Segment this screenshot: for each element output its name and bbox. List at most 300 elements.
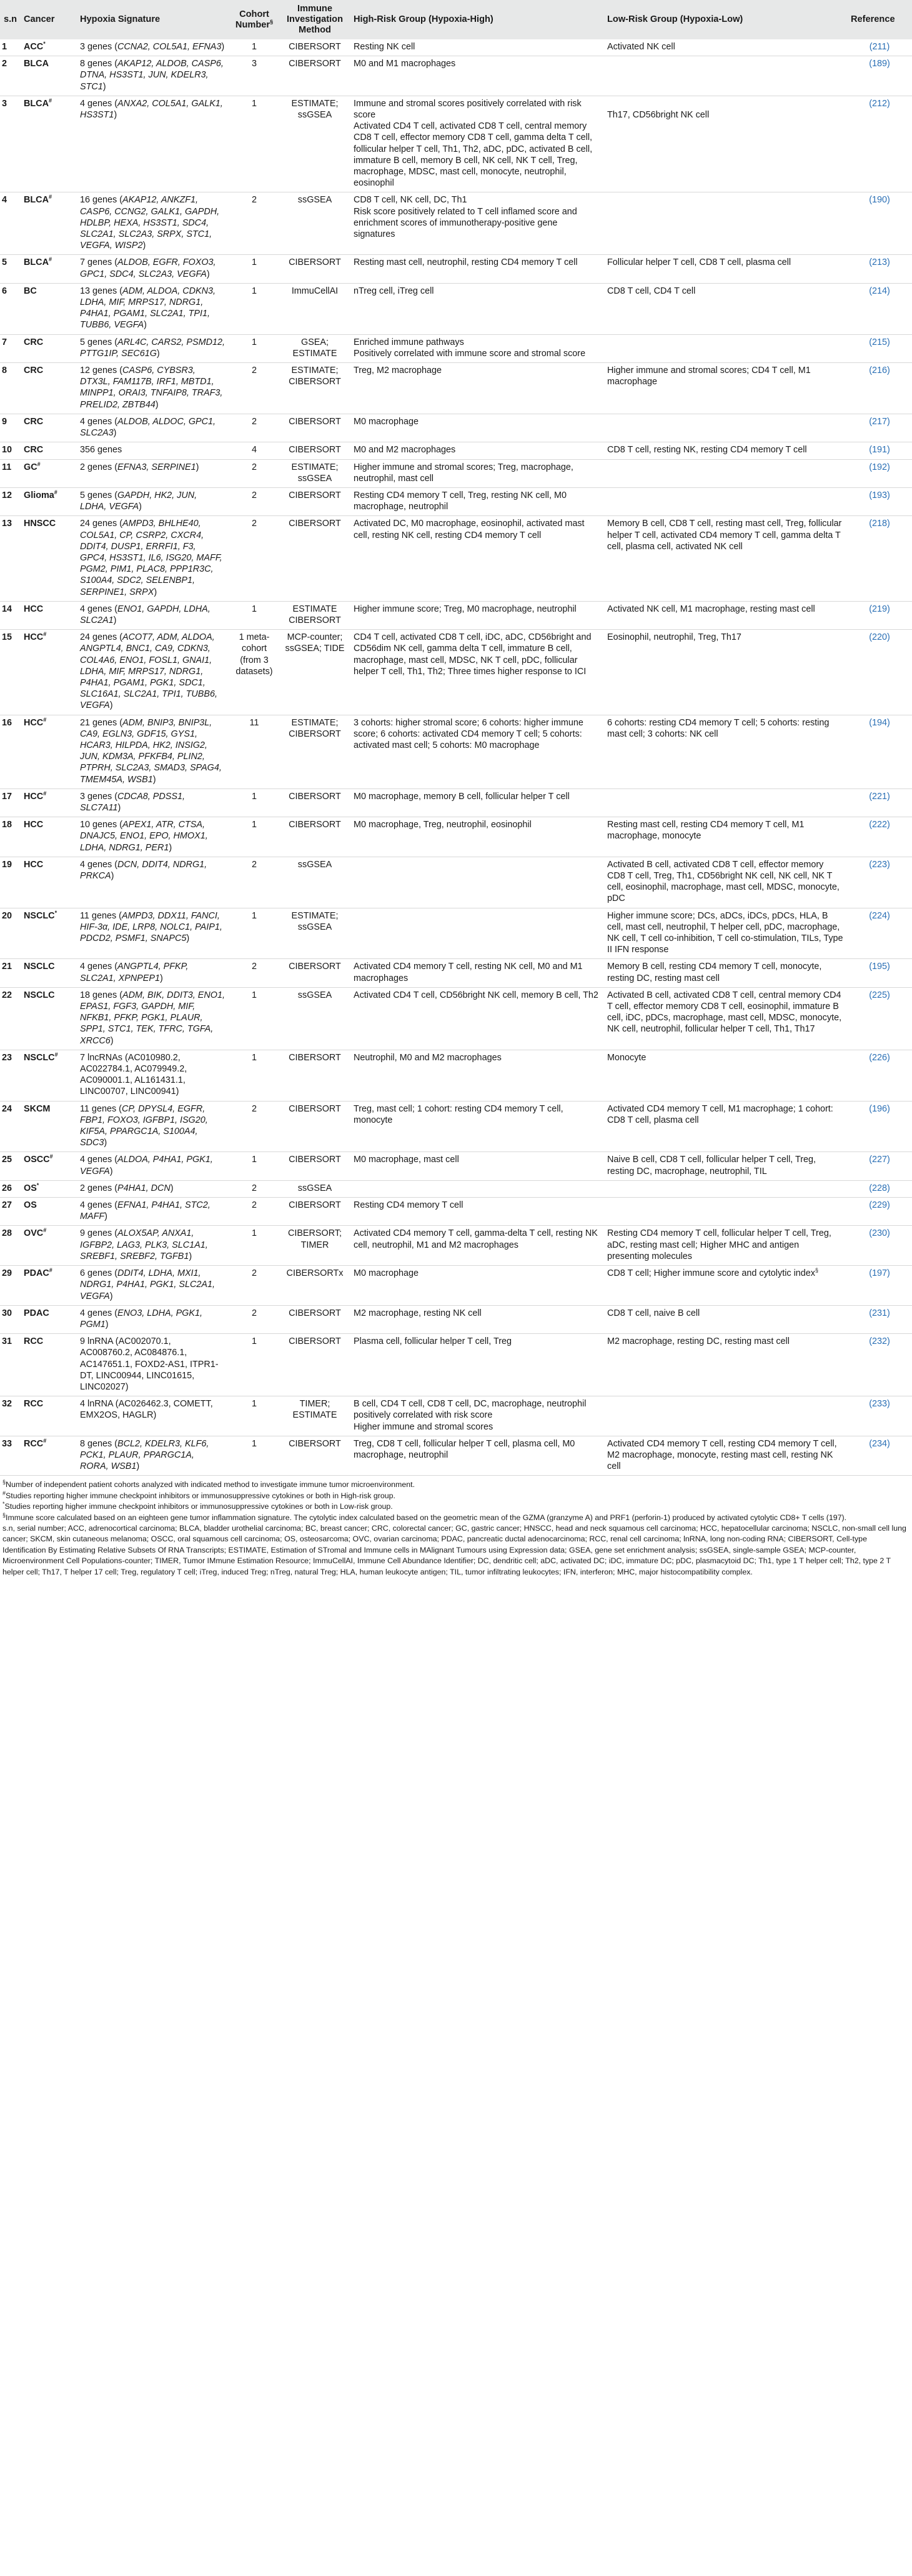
cell-signature: 4 genes (ALDOB, ALDOC, GPC1, SLC2A3) bbox=[76, 414, 229, 442]
header-cohort: Cohort Number§ bbox=[229, 0, 280, 39]
cell-cancer: CRC bbox=[20, 363, 76, 414]
table-row bbox=[0, 255, 912, 283]
cell-high-risk: M2 macrophage, resting NK cell bbox=[350, 1305, 603, 1333]
cell-reference[interactable]: (217) bbox=[847, 414, 912, 442]
cell-reference[interactable]: (230) bbox=[847, 1226, 912, 1266]
cell-cohort: 2 bbox=[229, 1101, 280, 1152]
cell-cohort: 1 bbox=[229, 1396, 280, 1436]
table-row bbox=[0, 601, 912, 629]
cell-cohort: 1 bbox=[229, 1050, 280, 1101]
cell-reference[interactable]: (227) bbox=[847, 1152, 912, 1180]
cell-reference[interactable]: (233) bbox=[847, 1396, 912, 1436]
cell-cancer: HCC bbox=[20, 857, 76, 908]
cell-low-risk bbox=[603, 1180, 847, 1197]
cell-reference[interactable]: (192) bbox=[847, 459, 912, 487]
cell-sn: 33 bbox=[0, 1436, 20, 1476]
cell-method: ImmuCellAI bbox=[280, 283, 350, 334]
cell-high-risk: Plasma cell, follicular helper T cell, Treg bbox=[350, 1334, 603, 1396]
cell-reference[interactable]: (197) bbox=[847, 1266, 912, 1306]
cell-cancer: PDAC bbox=[20, 1305, 76, 1333]
cell-method: CIBERSORT; TIMER bbox=[280, 1226, 350, 1266]
cell-signature: 11 genes (CP, DPYSL4, EGFR, FBP1, FOXO3, IGFBP1, ISG20, KIF5A, PPARGC1A, S100A4, SDC3) bbox=[76, 1101, 229, 1152]
cell-cancer: OSCC# bbox=[20, 1152, 76, 1180]
cell-method: CIBERSORT bbox=[280, 1198, 350, 1226]
cell-cohort: 2 bbox=[229, 1180, 280, 1197]
cell-signature: 4 genes (ENO3, LDHA, PGK1, PGM1) bbox=[76, 1305, 229, 1333]
footnote: s.n, serial number; ACC, adrenocortical carcinoma; BLCA, bladder urothelial carcinoma; BC, breast cancer; CRC, colorectal cancer; GC, gastric cancer; HNSCC, head and neck squamous cell carcinoma; HCC, hepatocellular carcinoma; NSCLC, non-small cell lung cancer; SKCM, skin cutaneous melanoma; OSCC, oral squamous cell carcinoma; OS, osteosarcoma; OVC, ovarian carcinoma; PDAC, pancreatic ductal adenocarcinoma; RCC, renal cell carcinoma; lnRNA, long non-coding RNA; CIBERSORT, Cell-type Identification By Estimating Relative Subsets Of RNA Transcripts; ESTIMATE, Estimation of STromal and Immune cells in MAlignant Tumours using Expression data; GSEA, gene set enrichment analysis; ssGSEA, single-sample GSEA; MCP-counter, Microenvironment Cell Populations-counter; TIMER, Tumor IMmune Estimation Resource; ImmuCellAI, Immune Cell Abundance Identifier; DC, dendritic cell; aDC, activated DC; iDC, immature DC; pDC, plasmacytoid DC; Th1, type 1 T helper cell; Th2, type 2 T helper cell; Th17, T helper 17 cell; Treg, regulatory T cell; iTreg, induced Treg; nTreg, natural Treg; HLA, human leukocyte antigen; TIL, tumor infiltrating leukocytes; IFN, interferon; MHC, major histocompatibility complex. bbox=[2, 1523, 906, 1576]
cell-sn: 24 bbox=[0, 1101, 20, 1152]
cell-reference[interactable]: (232) bbox=[847, 1334, 912, 1396]
cell-method: CIBERSORT bbox=[280, 959, 350, 987]
cell-cohort: 2 bbox=[229, 1198, 280, 1226]
cell-cohort: 1 bbox=[229, 334, 280, 362]
footnote: *Studies reporting higher immune checkpoint inhibitors or immunosuppressive cytokines or both in Low-risk group. bbox=[2, 1501, 393, 1511]
cell-reference[interactable]: (223) bbox=[847, 857, 912, 908]
table-row bbox=[0, 414, 912, 442]
table-row bbox=[0, 96, 912, 192]
table-row bbox=[0, 516, 912, 601]
cell-signature: 7 genes (ALDOB, EGFR, FOXO3, GPC1, SDC4, SLC2A3, VEGFA) bbox=[76, 255, 229, 283]
cell-high-risk: Higher immune and stromal scores; Treg, macrophage, neutrophil, mast cell bbox=[350, 459, 603, 487]
cell-cancer: HCC# bbox=[20, 630, 76, 715]
table-row bbox=[0, 1180, 912, 1197]
cell-high-risk: Activated CD4 memory T cell, gamma-delta T cell, resting NK cell, neutrophil, M1 and M2 macrophages bbox=[350, 1226, 603, 1266]
cell-high-risk: CD8 T cell, NK cell, DC, Th1 Risk score positively related to T cell inflamed score and enrichment scores of immunotherapy-positive gene signatures bbox=[350, 192, 603, 255]
cell-signature: 21 genes (ADM, BNIP3, BNIP3L, CA9, EGLN3, GDF15, GYS1, HCAR3, HILPDA, HK2, INSIG2, JUN, KDM3A, PFKFB4, PLIN2, PTPRH, SLC2A3, SMAD3, SPAG4, TMEM45A, WSB1) bbox=[76, 715, 229, 788]
cell-reference[interactable]: (212) bbox=[847, 96, 912, 192]
cell-signature: 4 genes (ALDOA, P4HA1, PGK1, VEGFA) bbox=[76, 1152, 229, 1180]
cell-reference[interactable]: (220) bbox=[847, 630, 912, 715]
cell-high-risk bbox=[350, 857, 603, 908]
cell-reference[interactable]: (194) bbox=[847, 715, 912, 788]
cell-low-risk: CD8 T cell, naive B cell bbox=[603, 1305, 847, 1333]
cell-method: CIBERSORT bbox=[280, 39, 350, 56]
table-row bbox=[0, 1226, 912, 1266]
cell-signature: 4 genes (ENO1, GAPDH, LDHA, SLC2A1) bbox=[76, 601, 229, 629]
cell-cancer: OS bbox=[20, 1198, 76, 1226]
table-row bbox=[0, 1305, 912, 1333]
cell-cancer: BLCA# bbox=[20, 192, 76, 255]
cell-cohort: 2 bbox=[229, 516, 280, 601]
cell-method: CIBERSORT bbox=[280, 1334, 350, 1396]
cell-method: CIBERSORT bbox=[280, 1305, 350, 1333]
table-row bbox=[0, 192, 912, 255]
cell-sn: 23 bbox=[0, 1050, 20, 1101]
cell-cohort: 1 bbox=[229, 788, 280, 817]
cell-reference[interactable]: (195) bbox=[847, 959, 912, 987]
cell-reference[interactable]: (218) bbox=[847, 516, 912, 601]
cell-cancer: RCC bbox=[20, 1334, 76, 1396]
cell-low-risk: CD8 T cell, resting NK, resting CD4 memory T cell bbox=[603, 442, 847, 459]
cell-cohort: 2 bbox=[229, 1305, 280, 1333]
cell-low-risk: Activated CD4 memory T cell, M1 macrophage; 1 cohort: CD8 T cell, plasma cell bbox=[603, 1101, 847, 1152]
cell-sn: 14 bbox=[0, 601, 20, 629]
cell-method: ssGSEA bbox=[280, 192, 350, 255]
table-header-row bbox=[0, 0, 912, 39]
cell-signature: 4 genes (DCN, DDIT4, NDRG1, PRKCA) bbox=[76, 857, 229, 908]
cell-signature: 6 genes (DDIT4, LDHA, MXI1, NDRG1, P4HA1, PGK1, SLC2A1, VEGFA) bbox=[76, 1266, 229, 1306]
cell-sn: 10 bbox=[0, 442, 20, 459]
cell-high-risk: Resting mast cell, neutrophil, resting CD4 memory T cell bbox=[350, 255, 603, 283]
cell-cancer: HCC bbox=[20, 601, 76, 629]
cell-high-risk bbox=[350, 908, 603, 959]
header-high-risk: High-Risk Group (Hypoxia-High) bbox=[350, 0, 603, 39]
cell-sn: 31 bbox=[0, 1334, 20, 1396]
cell-cohort: 1 bbox=[229, 1226, 280, 1266]
cell-cohort: 2 bbox=[229, 959, 280, 987]
table-row bbox=[0, 1334, 912, 1396]
table-row bbox=[0, 283, 912, 334]
cell-cancer: HCC bbox=[20, 817, 76, 857]
cell-sn: 8 bbox=[0, 363, 20, 414]
table-body bbox=[0, 39, 912, 1476]
cell-high-risk bbox=[350, 1180, 603, 1197]
cell-cohort: 1 bbox=[229, 96, 280, 192]
header-low-risk: Low-Risk Group (Hypoxia-Low) bbox=[603, 0, 847, 39]
cell-cancer: OS* bbox=[20, 1180, 76, 1197]
table-row bbox=[0, 1050, 912, 1101]
cell-reference[interactable]: (219) bbox=[847, 601, 912, 629]
cell-signature: 5 genes (ARL4C, CARS2, PSMD12, PTTG1IP, SEC61G) bbox=[76, 334, 229, 362]
table-row bbox=[0, 459, 912, 487]
cell-reference[interactable]: (191) bbox=[847, 442, 912, 459]
cell-high-risk: Resting NK cell bbox=[350, 39, 603, 56]
table-row bbox=[0, 987, 912, 1050]
cell-cancer: BLCA# bbox=[20, 96, 76, 192]
cell-cancer: CRC bbox=[20, 442, 76, 459]
cell-cancer: BC bbox=[20, 283, 76, 334]
cell-low-risk: Resting CD4 memory T cell, follicular helper T cell, Treg, aDC, resting mast cell; Higher MHC and antigen presenting molecules bbox=[603, 1226, 847, 1266]
cell-high-risk: Immune and stromal scores positively correlated with risk score Activated CD4 T cell, activated CD8 T cell, central memory CD8 T cell, effector memory CD8 T cell, gamma delta T cell, follicular helper T cell, Th1, Th2, aDC, pDC, activated B cell, immature B cell, memory B cell, NK cell, NK T cell, Treg, macrophage, MDSC, mast cell, monocyte, neutrophil, eosinophil bbox=[350, 96, 603, 192]
cell-signature: 24 genes (AMPD3, BHLHE40, COL5A1, CP, CSRP2, CXCR4, DDIT4, DUSP1, ERRFI1, F3, GPC4, HS3ST1, IL6, ISG20, MAFF, PGM2, PIM1, PLAC8, PPP1R3C, S100A4, SDC2, SELENBP1, SERPINE1, SRPX) bbox=[76, 516, 229, 601]
cell-signature: 4 genes (ANXA2, COL5A1, GALK1, HS3ST1) bbox=[76, 96, 229, 192]
cell-reference[interactable]: (193) bbox=[847, 487, 912, 515]
cell-method: CIBERSORT bbox=[280, 1436, 350, 1476]
cell-low-risk: Higher immune and stromal scores; CD4 T cell, M1 macrophage bbox=[603, 363, 847, 414]
cell-low-risk: Follicular helper T cell, CD8 T cell, plasma cell bbox=[603, 255, 847, 283]
cell-method: ESTIMATE; CIBERSORT bbox=[280, 715, 350, 788]
cell-signature: 5 genes (GAPDH, HK2, JUN, LDHA, VEGFA) bbox=[76, 487, 229, 515]
cell-sn: 6 bbox=[0, 283, 20, 334]
cell-high-risk: Treg, M2 macrophage bbox=[350, 363, 603, 414]
cell-method: CIBERSORT bbox=[280, 487, 350, 515]
cell-method: ESTIMATE; ssGSEA bbox=[280, 459, 350, 487]
cell-cancer: BLCA# bbox=[20, 255, 76, 283]
cell-cohort: 1 meta-cohort (from 3 datasets) bbox=[229, 630, 280, 715]
cell-reference[interactable]: (222) bbox=[847, 817, 912, 857]
cell-low-risk bbox=[603, 56, 847, 96]
cell-cancer: HCC# bbox=[20, 715, 76, 788]
cell-low-risk: Th17, CD56bright NK cell bbox=[603, 96, 847, 192]
cell-cancer: BLCA bbox=[20, 56, 76, 96]
cell-method: CIBERSORTx bbox=[280, 1266, 350, 1306]
cell-cohort: 1 bbox=[229, 601, 280, 629]
cell-reference[interactable]: (196) bbox=[847, 1101, 912, 1152]
cell-low-risk bbox=[603, 334, 847, 362]
cell-method: CIBERSORT bbox=[280, 1152, 350, 1180]
cell-method: MCP-counter; ssGSEA; TIDE bbox=[280, 630, 350, 715]
cell-sn: 28 bbox=[0, 1226, 20, 1266]
cell-high-risk: Activated CD4 memory T cell, resting NK cell, M0 and M1 macrophages bbox=[350, 959, 603, 987]
cell-signature: 2 genes (P4HA1, DCN) bbox=[76, 1180, 229, 1197]
cell-method: ESTIMATE CIBERSORT bbox=[280, 601, 350, 629]
cell-reference[interactable]: (226) bbox=[847, 1050, 912, 1101]
cell-cohort: 1 bbox=[229, 817, 280, 857]
cell-reference[interactable]: (228) bbox=[847, 1180, 912, 1197]
header-method: Immune Investigation Method bbox=[280, 0, 350, 39]
cell-method: CIBERSORT bbox=[280, 788, 350, 817]
cell-signature: 3 genes (CCNA2, COL5A1, EFNA3) bbox=[76, 39, 229, 56]
cell-cohort: 2 bbox=[229, 192, 280, 255]
cell-high-risk: M0 and M2 macrophages bbox=[350, 442, 603, 459]
cell-high-risk: B cell, CD4 T cell, CD8 T cell, DC, macrophage, neutrophil positively correlated with risk score Higher immune and stromal scores bbox=[350, 1396, 603, 1436]
cell-low-risk bbox=[603, 487, 847, 515]
cell-method: CIBERSORT bbox=[280, 1050, 350, 1101]
cell-reference[interactable]: (225) bbox=[847, 987, 912, 1050]
cell-cancer: GC# bbox=[20, 459, 76, 487]
cell-sn: 4 bbox=[0, 192, 20, 255]
table-row bbox=[0, 39, 912, 56]
cell-low-risk: Memory B cell, resting CD4 memory T cell, monocyte, resting DC, resting mast cell bbox=[603, 959, 847, 987]
cell-low-risk: Eosinophil, neutrophil, Treg, Th17 bbox=[603, 630, 847, 715]
cell-low-risk: Naive B cell, CD8 T cell, follicular helper T cell, Treg, resting DC, macrophage, neutrophil, TIL bbox=[603, 1152, 847, 1180]
cell-low-risk: Memory B cell, CD8 T cell, resting mast cell, Treg, follicular helper T cell, activated CD4 memory T cell, gamma delta T cell, plasma cell, activated NK cell bbox=[603, 516, 847, 601]
cell-method: ssGSEA bbox=[280, 857, 350, 908]
cell-signature: 4 genes (ANGPTL4, PFKP, SLC2A1, XPNPEP1) bbox=[76, 959, 229, 987]
table-row bbox=[0, 715, 912, 788]
cell-signature: 18 genes (ADM, BIK, DDIT3, ENO1, EPAS1, FGF3, GAPDH, MIF, NFKB1, PFKP, PGK1, PLAUR, SPP1, STC1, TEK, TFRC, TGFA, XRCC6) bbox=[76, 987, 229, 1050]
cell-signature: 2 genes (EFNA3, SERPINE1) bbox=[76, 459, 229, 487]
cell-low-risk: Monocyte bbox=[603, 1050, 847, 1101]
cell-high-risk: Resting CD4 memory T cell, Treg, resting NK cell, M0 macrophage, neutrophil bbox=[350, 487, 603, 515]
cell-reference[interactable]: (231) bbox=[847, 1305, 912, 1333]
cell-method: ssGSEA bbox=[280, 1180, 350, 1197]
cell-method: CIBERSORT bbox=[280, 56, 350, 96]
cell-signature: 11 genes (AMPD3, DDX11, FANCI, HIF-3α, IDE, LRP8, NOLC1, PAIP1, PDCD2, PSMF1, SNAPC5) bbox=[76, 908, 229, 959]
cell-signature: 356 genes bbox=[76, 442, 229, 459]
cell-reference[interactable]: (211) bbox=[847, 39, 912, 56]
cell-cohort: 1 bbox=[229, 255, 280, 283]
cell-sn: 21 bbox=[0, 959, 20, 987]
cell-signature: 7 lncRNAs (AC010980.2, AC022784.1, AC079949.2, AC090001.1, AL161431.1, LINC00707, LINC00941) bbox=[76, 1050, 229, 1101]
cell-cohort: 2 bbox=[229, 459, 280, 487]
table-row bbox=[0, 1396, 912, 1436]
cell-high-risk: Resting CD4 memory T cell bbox=[350, 1198, 603, 1226]
cell-high-risk: Activated DC, M0 macrophage, eosinophil, activated mast cell, resting NK cell, resting CD4 memory T cell bbox=[350, 516, 603, 601]
cell-low-risk bbox=[603, 414, 847, 442]
cell-sn: 30 bbox=[0, 1305, 20, 1333]
cell-sn: 1 bbox=[0, 39, 20, 56]
cell-cohort: 1 bbox=[229, 1334, 280, 1396]
cell-cancer: HCC# bbox=[20, 788, 76, 817]
table-row bbox=[0, 1266, 912, 1306]
cell-low-risk bbox=[603, 459, 847, 487]
cell-high-risk: Activated CD4 T cell, CD56bright NK cell, memory B cell, Th2 bbox=[350, 987, 603, 1050]
cell-method: CIBERSORT bbox=[280, 255, 350, 283]
cell-sn: 11 bbox=[0, 459, 20, 487]
cell-low-risk: CD8 T cell; Higher immune score and cytolytic index§ bbox=[603, 1266, 847, 1306]
cell-cancer: CRC bbox=[20, 334, 76, 362]
cell-method: CIBERSORT bbox=[280, 414, 350, 442]
cell-reference[interactable]: (213) bbox=[847, 255, 912, 283]
cell-reference[interactable]: (234) bbox=[847, 1436, 912, 1476]
cell-reference[interactable]: (214) bbox=[847, 283, 912, 334]
cell-high-risk: nTreg cell, iTreg cell bbox=[350, 283, 603, 334]
cell-high-risk: Higher immune score; Treg, M0 macrophage, neutrophil bbox=[350, 601, 603, 629]
table-row bbox=[0, 857, 912, 908]
cell-cancer: RCC bbox=[20, 1396, 76, 1436]
cell-sn: 22 bbox=[0, 987, 20, 1050]
footnote: #Studies reporting higher immune checkpoint inhibitors or immunosuppressive cytokines or both in High-risk group. bbox=[2, 1489, 395, 1500]
cell-signature: 3 genes (CDCA8, PDSS1, SLC7A11) bbox=[76, 788, 229, 817]
cell-method: GSEA; ESTIMATE bbox=[280, 334, 350, 362]
cell-cohort: 1 bbox=[229, 39, 280, 56]
cell-signature: 16 genes (AKAP12, ANKZF1, CASP6, CCNG2, GALK1, GAPDH, HDLBP, HEXA, HS3ST1, SDC4, SLC2A1, SLC2A3, SRPX, STC1, VEGFA, WISP2) bbox=[76, 192, 229, 255]
cell-low-risk bbox=[603, 1198, 847, 1226]
cell-signature: 10 genes (APEX1, ATR, CTSA, DNAJC5, ENO1, EPO, HMOX1, LDHA, NDRG1, PER1) bbox=[76, 817, 229, 857]
cell-method: ESTIMATE; ssGSEA bbox=[280, 908, 350, 959]
cell-cancer: ACC* bbox=[20, 39, 76, 56]
table-row bbox=[0, 363, 912, 414]
header-signature: Hypoxia Signature bbox=[76, 0, 229, 39]
cell-sn: 9 bbox=[0, 414, 20, 442]
header-cancer: Cancer bbox=[20, 0, 76, 39]
cell-signature: 8 genes (BCL2, KDELR3, KLF6, PCK1, PLAUR, PPARGC1A, RORA, WSB1) bbox=[76, 1436, 229, 1476]
cell-low-risk: Activated NK cell bbox=[603, 39, 847, 56]
table-row bbox=[0, 1101, 912, 1152]
table-row bbox=[0, 630, 912, 715]
cell-reference[interactable]: (215) bbox=[847, 334, 912, 362]
cell-method: CIBERSORT bbox=[280, 442, 350, 459]
cell-sn: 13 bbox=[0, 516, 20, 601]
cell-sn: 32 bbox=[0, 1396, 20, 1436]
table-row bbox=[0, 908, 912, 959]
cell-low-risk bbox=[603, 1396, 847, 1436]
cell-cancer: NSCLC bbox=[20, 987, 76, 1050]
cell-cancer: NSCLC# bbox=[20, 1050, 76, 1101]
cell-cancer: CRC bbox=[20, 414, 76, 442]
cell-signature: 13 genes (ADM, ALDOA, CDKN3, LDHA, MIF, MRPS17, NDRG1, P4HA1, PGAM1, SLC2A1, TPI1, TUBB6, VEGFA) bbox=[76, 283, 229, 334]
table-row bbox=[0, 487, 912, 515]
cell-sn: 25 bbox=[0, 1152, 20, 1180]
table-row bbox=[0, 788, 912, 817]
cell-cohort: 1 bbox=[229, 908, 280, 959]
cell-reference[interactable]: (216) bbox=[847, 363, 912, 414]
cell-signature: 9 lnRNA (AC002070.1, AC008760.2, AC084876.1, AC147651.1, FOXD2-AS1, ITPR1-DT, LINC00944, LINC01615, LINC02027) bbox=[76, 1334, 229, 1396]
cell-high-risk: Treg, CD8 T cell, follicular helper T cell, plasma cell, M0 macrophage, neutrophil bbox=[350, 1436, 603, 1476]
table-row bbox=[0, 959, 912, 987]
cell-reference[interactable]: (224) bbox=[847, 908, 912, 959]
cell-method: ssGSEA bbox=[280, 987, 350, 1050]
cell-high-risk: M0 and M1 macrophages bbox=[350, 56, 603, 96]
cell-cancer: NSCLC bbox=[20, 959, 76, 987]
cell-sn: 19 bbox=[0, 857, 20, 908]
cell-high-risk: 3 cohorts: higher stromal score; 6 cohorts: higher immune score; 6 cohorts: activated CD4 memory T cell; 5 cohorts: activated mast cell; 5 cohorts: M0 macrophage bbox=[350, 715, 603, 788]
cell-sn: 26 bbox=[0, 1180, 20, 1197]
cell-sn: 29 bbox=[0, 1266, 20, 1306]
cell-signature: 4 genes (EFNA1, P4HA1, STC2, MAFF) bbox=[76, 1198, 229, 1226]
cell-sn: 27 bbox=[0, 1198, 20, 1226]
cell-sn: 16 bbox=[0, 715, 20, 788]
cell-low-risk: Higher immune score; DCs, aDCs, iDCs, pDCs, HLA, B cell, mast cell, neutrophil, T helper cell, pDC, macrophage, NK cell, T cell co-inhibition, T cell co-stimulation, TILs, Type II IFN response bbox=[603, 908, 847, 959]
table-row bbox=[0, 442, 912, 459]
cell-cohort: 2 bbox=[229, 1266, 280, 1306]
cell-reference[interactable]: (190) bbox=[847, 192, 912, 255]
cell-method: ESTIMATE; ssGSEA bbox=[280, 96, 350, 192]
cell-cohort: 2 bbox=[229, 857, 280, 908]
cell-high-risk: CD4 T cell, activated CD8 T cell, iDC, aDC, CD56bright and CD56dim NK cell, gamma delta T cell, immature B cell, macrophage, mast cell, MDSC, NK T cell, pDC, follicular helper T cell, Th1, Th2; Three times higher response to ICI bbox=[350, 630, 603, 715]
table-row bbox=[0, 1436, 912, 1476]
footnote: §Immune score calculated based on an eighteen gene tumor inflammation signature. The cytolytic index calculated based on the geometric mean of the GZMA (granzyme A) and PRF1 (perforin-1) produced by activated cytolytic CD8+ T cells (197). bbox=[2, 1511, 847, 1522]
table-row bbox=[0, 817, 912, 857]
cell-low-risk: Activated B cell, activated CD8 T cell, effector memory CD8 T cell, Treg, Th1, CD56bright NK cell, NK cell, NK T cell, eosinophil, macrophage, mast cell, MDSC, monocyte, pDC bbox=[603, 857, 847, 908]
cell-low-risk bbox=[603, 788, 847, 817]
cell-signature: 12 genes (CASP6, CYBSR3, DTX3L, FAM117B, IRF1, MBTD1, MINPP1, ORAI3, TNFAIP8, TRAF3, PRELID2, ZBTB44) bbox=[76, 363, 229, 414]
cell-low-risk: M2 macrophage, resting DC, resting mast cell bbox=[603, 1334, 847, 1396]
cell-high-risk: M0 macrophage, Treg, neutrophil, eosinophil bbox=[350, 817, 603, 857]
cell-method: ESTIMATE; CIBERSORT bbox=[280, 363, 350, 414]
cell-reference[interactable]: (221) bbox=[847, 788, 912, 817]
cell-method: CIBERSORT bbox=[280, 817, 350, 857]
cell-sn: 17 bbox=[0, 788, 20, 817]
cell-reference[interactable]: (229) bbox=[847, 1198, 912, 1226]
cell-cancer: OVC# bbox=[20, 1226, 76, 1266]
cell-reference[interactable]: (189) bbox=[847, 56, 912, 96]
cell-sn: 7 bbox=[0, 334, 20, 362]
cell-cohort: 1 bbox=[229, 987, 280, 1050]
cell-low-risk: CD8 T cell, CD4 T cell bbox=[603, 283, 847, 334]
footnotes bbox=[0, 1476, 912, 1578]
cell-cohort: 2 bbox=[229, 414, 280, 442]
cell-sn: 5 bbox=[0, 255, 20, 283]
cell-low-risk: Activated CD4 memory T cell, resting CD4 memory T cell, M2 macrophage, monocyte, resting mast cell, resting NK cell bbox=[603, 1436, 847, 1476]
cell-cohort: 11 bbox=[229, 715, 280, 788]
cell-sn: 12 bbox=[0, 487, 20, 515]
cell-method: TIMER; ESTIMATE bbox=[280, 1396, 350, 1436]
table-row bbox=[0, 334, 912, 362]
cell-high-risk: Enriched immune pathways Positively correlated with immune score and stromal score bbox=[350, 334, 603, 362]
cell-high-risk: M0 macrophage, mast cell bbox=[350, 1152, 603, 1180]
cell-cancer: NSCLC* bbox=[20, 908, 76, 959]
cell-cohort: 1 bbox=[229, 1436, 280, 1476]
cell-sn: 2 bbox=[0, 56, 20, 96]
cell-cancer: RCC# bbox=[20, 1436, 76, 1476]
cell-sn: 18 bbox=[0, 817, 20, 857]
cell-signature: 9 genes (ALOX5AP, ANXA1, IGFBP2, LAG3, PLK3, SLC1A1, SREBF1, SREBF2, TGFB1) bbox=[76, 1226, 229, 1266]
cell-method: CIBERSORT bbox=[280, 1101, 350, 1152]
header-reference: Reference bbox=[847, 0, 912, 39]
cell-high-risk: M0 macrophage bbox=[350, 414, 603, 442]
cell-signature: 24 genes (ACOT7, ADM, ALDOA, ANGPTL4, BNC1, CA9, CDKN3, COL4A6, ENO1, FOSL1, GNAI1, LDHA, MIF, MRPS17, NDRG1, P4HA1, PGAM1, PGK1, SDC1, SLC16A1, SLC2A1, TPI1, TUBB6, VEGFA) bbox=[76, 630, 229, 715]
cell-signature: 8 genes (AKAP12, ALDOB, CASP6, DTNA, HS3ST1, JUN, KDELR3, STC1) bbox=[76, 56, 229, 96]
cell-high-risk: Neutrophil, M0 and M2 macrophages bbox=[350, 1050, 603, 1101]
cell-high-risk: Treg, mast cell; 1 cohort: resting CD4 memory T cell, monocyte bbox=[350, 1101, 603, 1152]
cell-cohort: 4 bbox=[229, 442, 280, 459]
cell-cohort: 1 bbox=[229, 1152, 280, 1180]
cell-cancer: SKCM bbox=[20, 1101, 76, 1152]
cell-cohort: 2 bbox=[229, 363, 280, 414]
cell-cancer: HNSCC bbox=[20, 516, 76, 601]
cell-signature: 4 lnRNA (AC026462.3, COMETT, EMX2OS, HAGLR) bbox=[76, 1396, 229, 1436]
cell-cancer: Glioma# bbox=[20, 487, 76, 515]
cell-low-risk: Resting mast cell, resting CD4 memory T cell, M1 macrophage, monocyte bbox=[603, 817, 847, 857]
cell-low-risk: Activated NK cell, M1 macrophage, resting mast cell bbox=[603, 601, 847, 629]
cell-cohort: 3 bbox=[229, 56, 280, 96]
cell-sn: 15 bbox=[0, 630, 20, 715]
footnote: §Number of independent patient cohorts analyzed with indicated method to investigate immune tumor microenvironment. bbox=[2, 1479, 415, 1489]
cell-sn: 3 bbox=[0, 96, 20, 192]
cell-method: CIBERSORT bbox=[280, 516, 350, 601]
